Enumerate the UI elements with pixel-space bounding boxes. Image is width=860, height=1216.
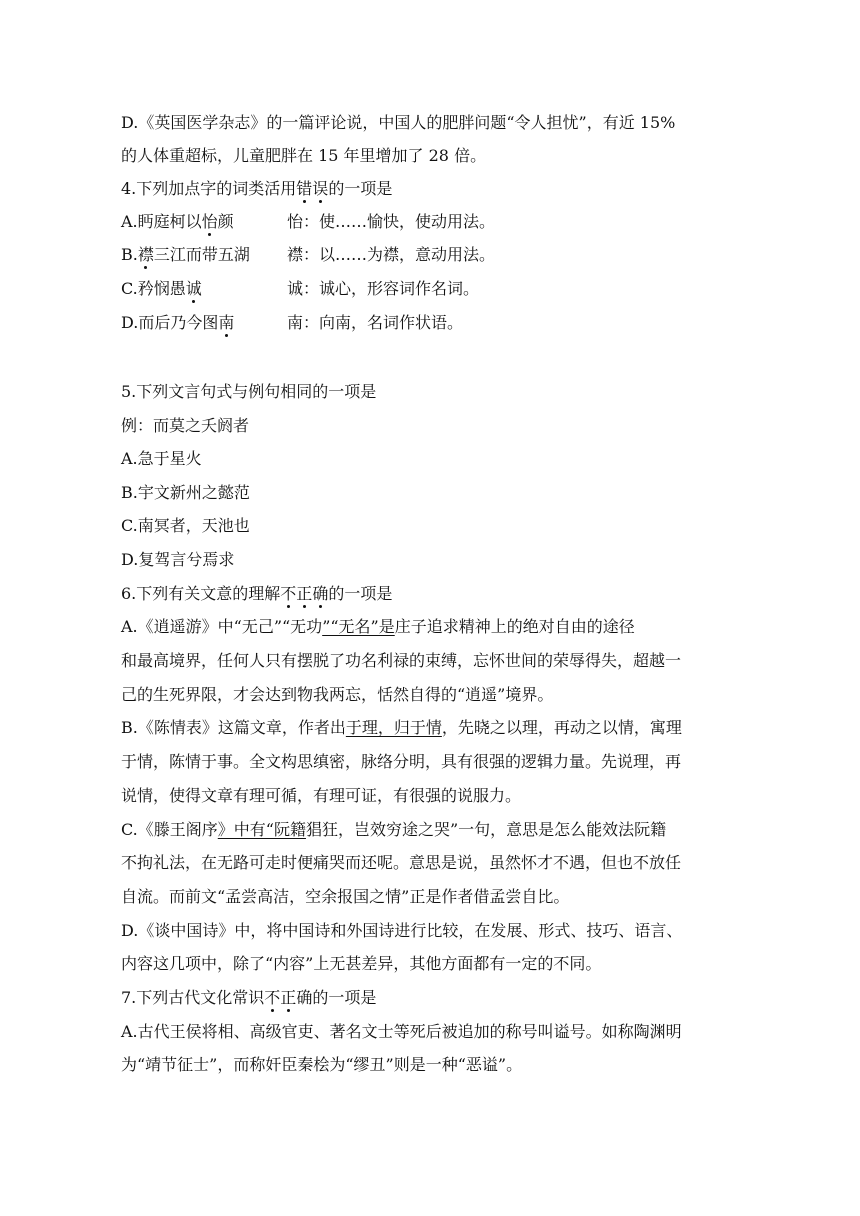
dotted-char: 诚 [185, 279, 202, 298]
q4-option-d [121, 313, 234, 333]
q4-option-c [121, 279, 202, 299]
underlined-text: ”“无名”是 [322, 617, 395, 636]
dotted-char: 南 [218, 313, 235, 332]
q4-option-b [121, 245, 250, 265]
option-text: A.眄庭柯以 [121, 212, 202, 231]
option-text: 猖狂，岂效穷途之哭”一句，意思是怎么能效法阮籍 [305, 820, 667, 839]
q6-stem-post: 的一项是 [328, 584, 393, 603]
option-text: D.而后乃今图 [121, 313, 219, 332]
q3-option-d-line1: D.《英国医学杂志》的一篇评论说，中国人的肥胖问题“令人担忧”，有近 15% [121, 113, 676, 132]
q4-option-a-note: 怡：使……愉快，使动用法。 [287, 212, 496, 231]
question-5-stem: 5.下列文言句式与例句相同的一项是 [121, 382, 377, 401]
q4-option-b-note: 襟：以……为襟，意动用法。 [287, 245, 496, 264]
q4-option-c-note: 诚：诚心，形容词作名词。 [287, 279, 480, 298]
underlined-text: 于理，归于情 [345, 718, 442, 737]
option-text: 三江而带五湖 [153, 245, 250, 264]
q7-option-a-line2: 为“靖节征士”，而称奸臣秦桧为“缪丑”则是一种“恶谥”。 [121, 1055, 523, 1074]
q6-option-b-line1 [121, 718, 682, 738]
q6-option-b-line3: 说情，使得文章有理可循，有理可证，有很强的说服力。 [121, 786, 522, 805]
q6-option-d-line2: 内容这几项中，除了“内容”上无甚差异，其他方面都有一定的不同。 [121, 954, 602, 973]
q3-option-d-line2: 的人体重超标，儿童肥胖在 15 年里增加了 28 倍。 [121, 146, 487, 165]
q6-option-a-line3: 己的生死界限，才会达到物我两忘，恬然自得的“逍遥”境界。 [121, 685, 554, 704]
question-7-stem: 7.下列古代文化常识不正确的一项是 [121, 988, 377, 1007]
q4-stem-emphasis [296, 179, 328, 198]
dotted-char: 襟 [137, 245, 154, 264]
dotted-char: 怡 [201, 212, 218, 231]
q5-option-c: C.南冥者，天池也 [121, 516, 250, 535]
underlined-text: 》中有“阮籍 [217, 820, 306, 839]
q4-stem-post: 的一项是 [328, 179, 393, 198]
option-text: A.《逍遥游》中“无己”“无功 [121, 617, 323, 636]
q6-option-c-line3: 自流。而前文“孟尝高洁，空余报国之情”正是作者借孟尝自比。 [121, 887, 570, 906]
option-text: C.《滕王阁序 [121, 820, 218, 839]
emphasis-char: 误 [312, 179, 329, 198]
q6-option-a-line1 [121, 617, 635, 637]
q7-option-a-line1: A.古代王侯将相、高级官吏、著名文士等死后被追加的称号叫谥号。如称陶渊明 [121, 1022, 682, 1041]
q4-stem-pre: 4.下列加点字的词类活用 [121, 179, 297, 198]
option-text: ，先晓之以理，再动之以情，寓理 [441, 718, 682, 737]
question-4-stem [121, 179, 392, 199]
q5-option-d: D.复驾言兮焉求 [121, 550, 235, 569]
q6-option-d-line1: D.《谈中国诗》中，将中国诗和外国诗进行比较，在发展、形式、技巧、语言、 [121, 921, 683, 940]
q4-option-a [121, 212, 234, 232]
q7-stem-pre: 7.下列古代文化常识 [121, 988, 265, 1007]
q6-option-c-line1 [121, 820, 666, 840]
q5-option-b: B.宇文新州之懿范 [121, 483, 250, 502]
q6-stem-pre: 6.下列有关文意的理解 [121, 584, 281, 603]
q6-option-b-line2: 于情，陈情于事。全文构思缜密，脉络分明，具有很强的逻辑力量。先说理，再 [121, 752, 682, 771]
option-text: B.《陈情表》这篇文章，作者出 [121, 718, 346, 737]
question-6-stem: 6.下列有关文意的理解不正确的一项是 [121, 584, 393, 603]
q4-option-d-note: 南：向南，名词作状语。 [287, 313, 464, 332]
option-text: B. [121, 245, 138, 264]
q6-option-c-line2: 不拘礼法，在无路可走时便痛哭而还呢。意思是说，虽然怀才不遇，但也不放任 [121, 853, 682, 872]
q6-option-a-line2: 和最高境界，任何人只有摆脱了功名利禄的束缚，忘怀世间的荣辱得失，超越一 [121, 651, 682, 670]
q5-example: 例：而莫之夭阏者 [121, 416, 250, 435]
option-text: 庄子追求精神上的绝对自由的途径 [394, 617, 635, 636]
q5-option-a: A.急于星火 [121, 449, 202, 468]
q7-stem-post: 的一项是 [312, 988, 377, 1007]
option-text: 颜 [217, 212, 234, 231]
option-text: C.矜悯愚 [121, 279, 186, 298]
emphasis-char: 错 [296, 179, 313, 198]
